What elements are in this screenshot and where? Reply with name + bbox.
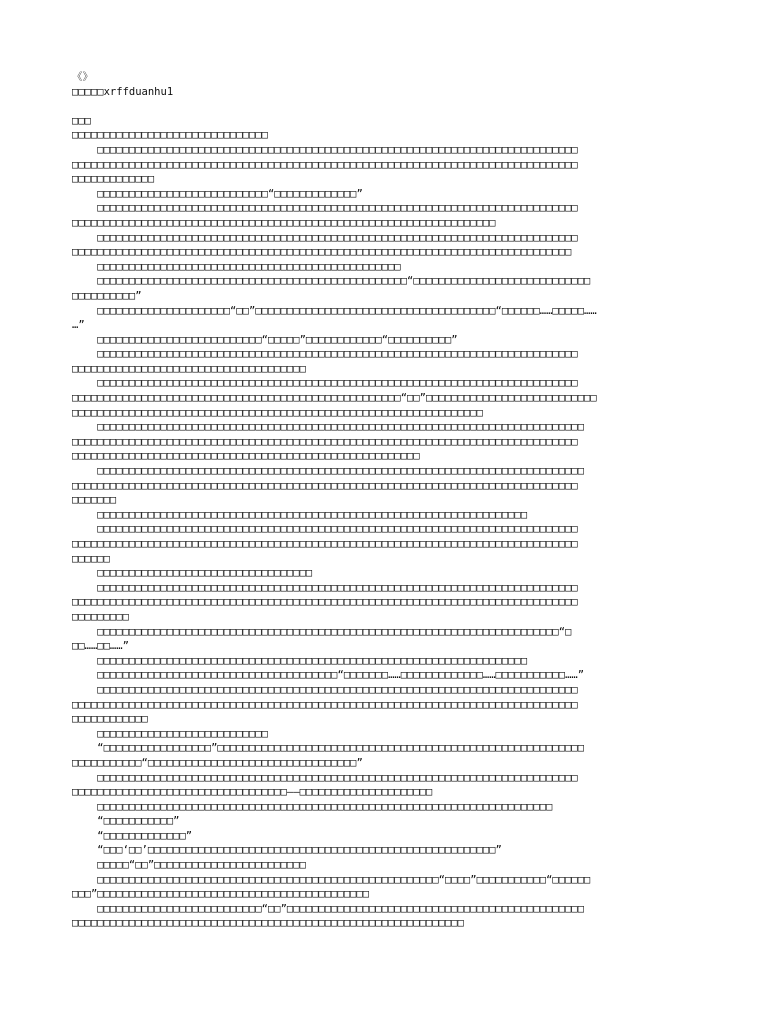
text-line: □□□□□□□□□□□□□□□□□□□□□□□□□□□ [72,727,268,740]
text-line: □□□□□□□□□□□□ [72,713,148,726]
text-line: □□□□□□□□□□□□□□□□□□□□□□□□□□□□□□□□□□□□□□□□□□□□□□□□□□□□□□□□□□□□□□□□□□□□□□□□□□□□ [72,377,578,390]
text-line: □□□□□□□□□□□□□□□□□□□□□□□□□□□□□□□□□□□□□□□□□□□□□□□□□□□□□□□□□□□□□□□□□□□□□□□□□□□□ [72,202,578,215]
text-line: □□□□□□□□□□□□□□□□□□□□□□□□□□“□□□□□”□□□□□□□□□□□□“□□□□□□□□□□” [72,333,458,346]
body-text [72,128,708,931]
text-line: □□□□□□□□□□□□□□□□□□□□□□□□□□□□□□□□□□□□□□□□□□□□□□□□□□□□□□□□□□□□□□□□□□□□ [72,654,528,667]
text-line: □□□□□□□□□□□□□□□□□□□□□□□□□□□□□□□□□□□□□□“□□□□□□□……□□□□□□□□□□□□□……□□□□□□□□□□□……” [72,669,585,682]
text-line: □□□□□□□□□ [72,610,129,623]
text-line: □□□□□□□□□□” [72,289,142,302]
text-line: □□□□□“□□”□□□□□□□□□□□□□□□□□□□□□□□□ [72,859,306,872]
spacer [72,99,708,114]
text-line: □□□□□□□□□□□□□□□□□□□□□□□□□□□□□□□□□□□□□□□□□□□□□□□□□□□□□□□□□□□□□□□□□□□□□□□□□□□□□□□□ [72,596,578,609]
text-line: □□□□□□□□□□□□□□□□□□□□□□□□□□□□□□□□□□□□□□□□□□□□□□□□□□□□□□□□□□□□□□□□□□□□□□□□□□□□ [72,231,578,244]
text-line: □□□□□□□□□□□□□□□□□□□□□□□□□□□□□□□□□□□□□□□□□□□□□□□□□□□□□□□□□□□□□□□□□□□□□□□□ [72,800,553,813]
text-line: □□□□□□□□□□□□□□□□□□□□□□□□□□□□□□□□□□——□□□□□□□□□□□□□□□□□□□□□ [72,786,433,799]
text-line: □□□□□□□□□□□□□□□□□□□□□□□□□□□□□□□□□□□□□□□□□□□□□□□□□□□□□□□□□□□□□□□□□ [72,406,483,419]
text-line: □□□□□□□□□□□□□□□□□□□□□□□□□□□□□□□□□□□□□□□□□□□□□□□□□□□□□□□□□□□□□□□□□□□□□□□□□□□□□□□□ [72,479,578,492]
text-line: □□□□□□□□□□□“□□□□□□□□□□□□□□□□□□□□□□□□□□□□□□□□□” [72,756,363,769]
text-line: □□□□□□□□□□□□□□□□□□□□□□□□□□□□□□□□□□□□□□□□□□□□□□□□□□□□□□□□□□□□□□□□□□□□□□□□□□□□ [72,683,578,696]
text-line: □□□□□□□□□□□□□□□□□□□□□□□□□□□□□□□□□□□□□□□□□□□□□□□□□□□□□□□□□□□□□□□□□□□□□□□□□□□□□□□□ [72,538,578,550]
text-line: □□□”□□□□□□□□□□□□□□□□□□□□□□□□□□□□□□□□□□□□□□□□□□□ [72,888,370,901]
author-line: □□□□□xrffduanhu1 [72,85,174,98]
title-mark: 《》 [72,71,93,83]
text-line: “□□□□□□□□□□□□□□□□□”□□□□□□□□□□□□□□□□□□□□□□□□□□□□□□□□□□□□□□□□□□□□□□□□□□□□□□□□□□ [72,742,585,755]
text-line: □□□□□□□□□□□□□□□□□□□□□□□□□□□□□□□□□□□□□□□□□□□□□□□□□□□□□□□□□□□□□□□□□□□□□□□□□□□□□□□□ [72,435,578,448]
text-line: □□□□□□□□□□□□□□□□□□□□□□□□□□□□□□□□□□□□□□□□□□□□□□□□□□□□□□□□□□□□□□□□□□□□□□□□□□□□ [72,581,578,594]
text-line: □□□□□□□□□□□□□□□□□□□□□□□□□□□□□□□□□□□□□□□□□□□□□□□□□“□□□□□□□□□□□□□□□□□□□□□□□□□□□□ [72,275,591,288]
text-line: □□□□□□□□□□□□□□□□□□□□□□□□□□“□□”□□□□□□□□□□□□□□□□□□□□□□□□□□□□□□□□□□□□□□□□□□□□□□□ [72,902,585,915]
document-page [72,70,708,931]
text-line: “□□□‘□□’□□□□□□□□□□□□□□□□□□□□□□□□□□□□□□□□□□□□□□□□□□□□□□□□□□□□□□□” [72,844,502,857]
text-line: □□□□□□□□□□□□□□□□□□□□□□□□□□□□□□□□□□□□□□□□□□□□□□□□□□□□□□□□□□□□□□□□□□□□□□□□□□□□ [72,523,578,536]
text-line: □□□□□□□□□□□□□□□□□□□□□□□□□□□□□□□□□□□□□□□□□□□□□□□□□□□□□□□□□□□□□□□□□□□□□□□□□□□□□ [72,465,585,478]
text-line: □□□□□□□□□□□□□ [72,173,155,186]
text-line: □□□□□□□□□□□□□□□□□□□□□□□□□□□□□□□□□□□□□□□□□□□□□□□□□□□□“□□”□□□□□□□□□□□□□□□□□□□□□□□□□□□ [72,392,597,405]
text-line: □□□□□□□□□□□□□□□□□□□□□□□□□□□□□□□□□□□□□□□□□□□□□□□□□□□□□□□□□□□□□□ [72,917,464,930]
text-line: “□□□□□□□□□□□□□” [72,829,193,842]
text-line: □□□□□□ [72,552,110,565]
text-line: …” [72,319,85,332]
text-line: □□□□□□□□□□□□□□□□□□□□□□□□□□□□□□□□□□□□□□□□□□□□□□□□□□□□□□□□□□□□□□□□□□□□□□□□□□□□□□□□ [72,698,578,711]
text-line: □□□□□□□□□□□□□□□□□□□□□□□□□□□“□□□□□□□□□□□□□” [72,187,363,200]
text-line: □□□□□□□□□□□□□□□□□□□□□□□□□□□□□□□□□□□□□□□□□□□□□□□□□□□□□□□□□□□□□□□□□□□□□□□□□□□□ [72,348,578,361]
text-line: □□□□□□□□□□□□□□□□□□□□□□□□□□□□□□□□□□ [72,567,313,580]
text-line: □□□□□□□□□□□□□□□□□□□□□□□□□□□□□□□□□□□□□□□□□□□□□□□□□□□□□□□□□□□□□□□□□□□□□□□□□□□□□□□□ [72,158,578,171]
text-line: □□□□□□□□□□□□□□□□□□□□□“□□”□□□□□□□□□□□□□□□□□□□□□□□□□□□□□□□□□□□□□□“□□□□□□……□□□□□…… [72,304,597,317]
text-line: □□□□□□□□□□□□□□□□□□□□□□□□□□□□□□□□□□□□□□□□□□□□□□□□□□□□□□□□□□□□□□□□□□□□□□□□□“□ [72,625,572,638]
text-line: □□□□□□□□□□□□□□□□□□□□□□□□□□□□□□□□□□□□□□□□□□□□□□□□□□□□□□□□□□□□□□□□□□□□□□□□□□□□□□□ [72,246,572,259]
text-line: □□□□□□□□□□□□□□□□□□□□□□□□□□□□□□□□□□□□□□□□□□□□□□□□ [72,260,401,273]
text-line: □□□□□□□□□□□□□□□□□□□□□□□□□□□□□□□□□□□□□□□□□□□□□□□□□□□□□□□□□□□□□□□□□□□□□□□□□□□□ [72,771,578,784]
text-line: □□□□□□□□□□□□□□□□□□□□□□□□□□□□□□□□□□□□□□□□□□□□□□□□□□□□□□□□□□□□□□□□□□□□□□□□□□□□□ [72,421,585,434]
text-line: □□□□□□□ [72,494,117,507]
text-line: □□□□□□□□□□□□□□□□□□□□□□□□□□□□□□□ [72,129,268,142]
chapter-heading: □□□ [72,114,91,127]
text-line: □□□□□□□□□□□□□□□□□□□□□□□□□□□□□□□□□□□□□□□□□□□□□□□□□□□□□□□□□□□□□□□□□□□□□□□□□□□□ [72,143,578,156]
text-line: □□□□□□□□□□□□□□□□□□□□□□□□□□□□□□□□□□□□□□□□□□□□□□□□□□□□□□□□□□□□□□□□□□□ [72,216,496,229]
text-line: “□□□□□□□□□□□” [72,815,180,828]
text-line: □□□□□□□□□□□□□□□□□□□□□□□□□□□□□□□□□□□□□□□□□□□□□□□□□□□□□□□ [72,450,420,463]
text-line: □□□□□□□□□□□□□□□□□□□□□□□□□□□□□□□□□□□□□□□□□□□□□□□□□□□□□□□□□□□□□□□□□□□□ [72,508,528,521]
text-line: □□□□□□□□□□□□□□□□□□□□□□□□□□□□□□□□□□□□□ [72,362,306,375]
text-line: □□□□□□□□□□□□□□□□□□□□□□□□□□□□□□□□□□□□□□□□□□□□□□□□□□□□□□“□□□□”□□□□□□□□□□□“□□□□□□ [72,873,591,886]
text-line: □□……□□……” [72,640,129,653]
